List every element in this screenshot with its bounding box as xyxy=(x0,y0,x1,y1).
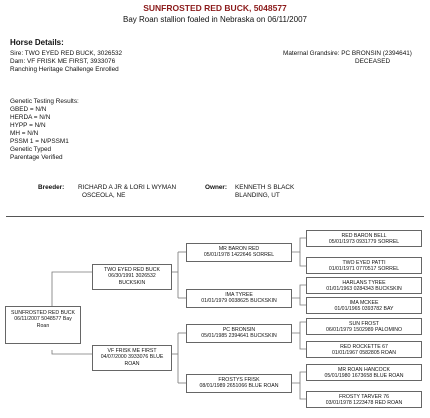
pedigree-great-grandparent xyxy=(306,341,422,358)
pedigree-sire-info: 06/30/1991 3026532 BUCKSKIN xyxy=(108,273,156,286)
pedigree-great-grandparent xyxy=(306,257,422,274)
pedigree-great-grandparent-info: 06/01/1979 1502989 PALOMINO xyxy=(325,327,403,334)
pedigree-great-grandparent-name: SUN FROST xyxy=(349,321,379,327)
pedigree-dam-info: 04/07/2000 3933076 BLUE ROAN xyxy=(100,354,164,367)
pedigree-great-grandparent-info: 01/01/1971 0770517 SORREL xyxy=(328,266,400,273)
pedigree-great-grandparent-name: TWO EYED PATTI xyxy=(342,260,386,266)
genetic-line: HERDA = N/N xyxy=(10,114,51,121)
dam-line: Dam: VF FRISK ME FIRST, 3933076 xyxy=(10,58,116,65)
deceased-line: DECEASED xyxy=(355,58,391,65)
genetic-line: HYPP = N/N xyxy=(10,122,46,129)
breeder-name: RICHARD A JR & LORI L WYMAN xyxy=(78,184,177,191)
enrolled-line: Ranching Heritage Challenge Enrolled xyxy=(10,66,119,73)
pedigree-grandparent-name: IMA TYREE xyxy=(225,292,253,298)
pedigree-great-grandparent-name: MR ROAN HANCOCK xyxy=(338,367,390,373)
pedigree-great-grandparent-info: 01/01/1967 0582805 ROAN xyxy=(331,350,397,357)
pedigree-subject-info: 06/11/2007 5048577 Bay Roan xyxy=(14,316,72,329)
pedigree-great-grandparent-info: 05/01/1980 1673658 BLUE ROAN xyxy=(324,373,404,380)
genetic-testing-heading: Genetic Testing Results: xyxy=(10,98,79,105)
genetic-line: Genetic Typed xyxy=(10,146,52,153)
maternal-grandsire-line: Maternal Grandsire: PC BRONSIN (2394641) xyxy=(283,50,412,57)
owner-label: Owner: xyxy=(205,184,228,191)
horse-subtitle: Bay Roan stallion foaled in Nebraska on 06/11/2007 xyxy=(123,15,307,24)
pedigree-great-grandparent xyxy=(306,318,422,335)
pedigree-great-grandparent-info: 03/01/1978 1223478 RED ROAN xyxy=(325,400,403,407)
owner-name: KENNETH S BLACK xyxy=(235,184,295,191)
genetic-line: GBED = N/N xyxy=(10,106,47,113)
pedigree-grandparent-info: 05/01/1978 1422646 SORREL xyxy=(203,252,275,259)
pedigree-grandparent-name: MR BARON RED xyxy=(218,246,260,252)
pedigree-grandparent-info: 05/01/1985 2394641 BUCKSKIN xyxy=(201,333,277,340)
pedigree-great-grandparent-info: 01/01/1963 0284343 BUCKSKIN xyxy=(326,286,402,293)
pedigree-great-grandparent-info: 01/01/1965 0393782 BAY xyxy=(334,306,394,313)
genetic-line: PSSM 1 = N/PSSM1 xyxy=(10,138,69,145)
pedigree-subject-name: SUNFROSTED RED BUCK xyxy=(11,310,75,316)
pedigree-great-grandparent xyxy=(306,364,422,381)
pedigree-sire xyxy=(92,264,172,290)
sire-line: Sire: TWO EYED RED BUCK, 3026532 xyxy=(10,50,123,57)
pedigree-dam xyxy=(92,345,172,371)
pedigree-grandparent xyxy=(186,374,292,393)
owner-location: BLANDING, UT xyxy=(235,192,280,199)
pedigree-great-grandparent xyxy=(306,277,422,294)
breeder-label: Breeder: xyxy=(38,184,65,191)
pedigree-great-grandparent-name: HARLANS TYREE xyxy=(342,280,386,286)
pedigree-great-grandparent xyxy=(306,297,422,314)
pedigree-dam-name: VF FRISK ME FIRST xyxy=(107,348,157,354)
horse-details-heading: Horse Details: xyxy=(10,38,64,47)
pedigree-great-grandparent xyxy=(306,230,422,247)
pedigree-grandparent xyxy=(186,243,292,262)
genetic-line: Parentage Verified xyxy=(10,154,63,161)
pedigree-grandparent-name: FROSTYS FRISK xyxy=(218,377,260,383)
pedigree-grandparent xyxy=(186,289,292,308)
pedigree-sire-name: TWO EYED RED BUCK xyxy=(104,267,160,273)
horse-title: SUNFROSTED RED BUCK, 5048577 xyxy=(143,3,287,13)
pedigree-great-grandparent-name: IMA MCKEE xyxy=(349,300,379,306)
pedigree-grandparent xyxy=(186,324,292,343)
breeder-location: OSCEOLA, NE xyxy=(82,192,126,199)
pedigree-great-grandparent-name: RED ROCKETTE 67 xyxy=(340,344,388,350)
pedigree-great-grandparent-name: FROSTY TARVER 76 xyxy=(338,394,390,400)
pedigree-subject xyxy=(5,306,81,344)
pedigree-grandparent-info: 08/01/1989 2651066 BLUE ROAN xyxy=(199,383,279,390)
pedigree-grandparent-name: PC BRONSIN xyxy=(222,327,256,333)
pedigree-grandparent-info: 01/01/1979 0038625 BUCKSKIN xyxy=(201,298,277,305)
pedigree-great-grandparent xyxy=(306,391,422,408)
genetic-line: MH = N/N xyxy=(10,130,39,137)
pedigree-great-grandparent-info: 05/01/1973 0931779 SORREL xyxy=(328,239,400,246)
pedigree-great-grandparent-name: RED BARON BELL xyxy=(341,233,387,239)
